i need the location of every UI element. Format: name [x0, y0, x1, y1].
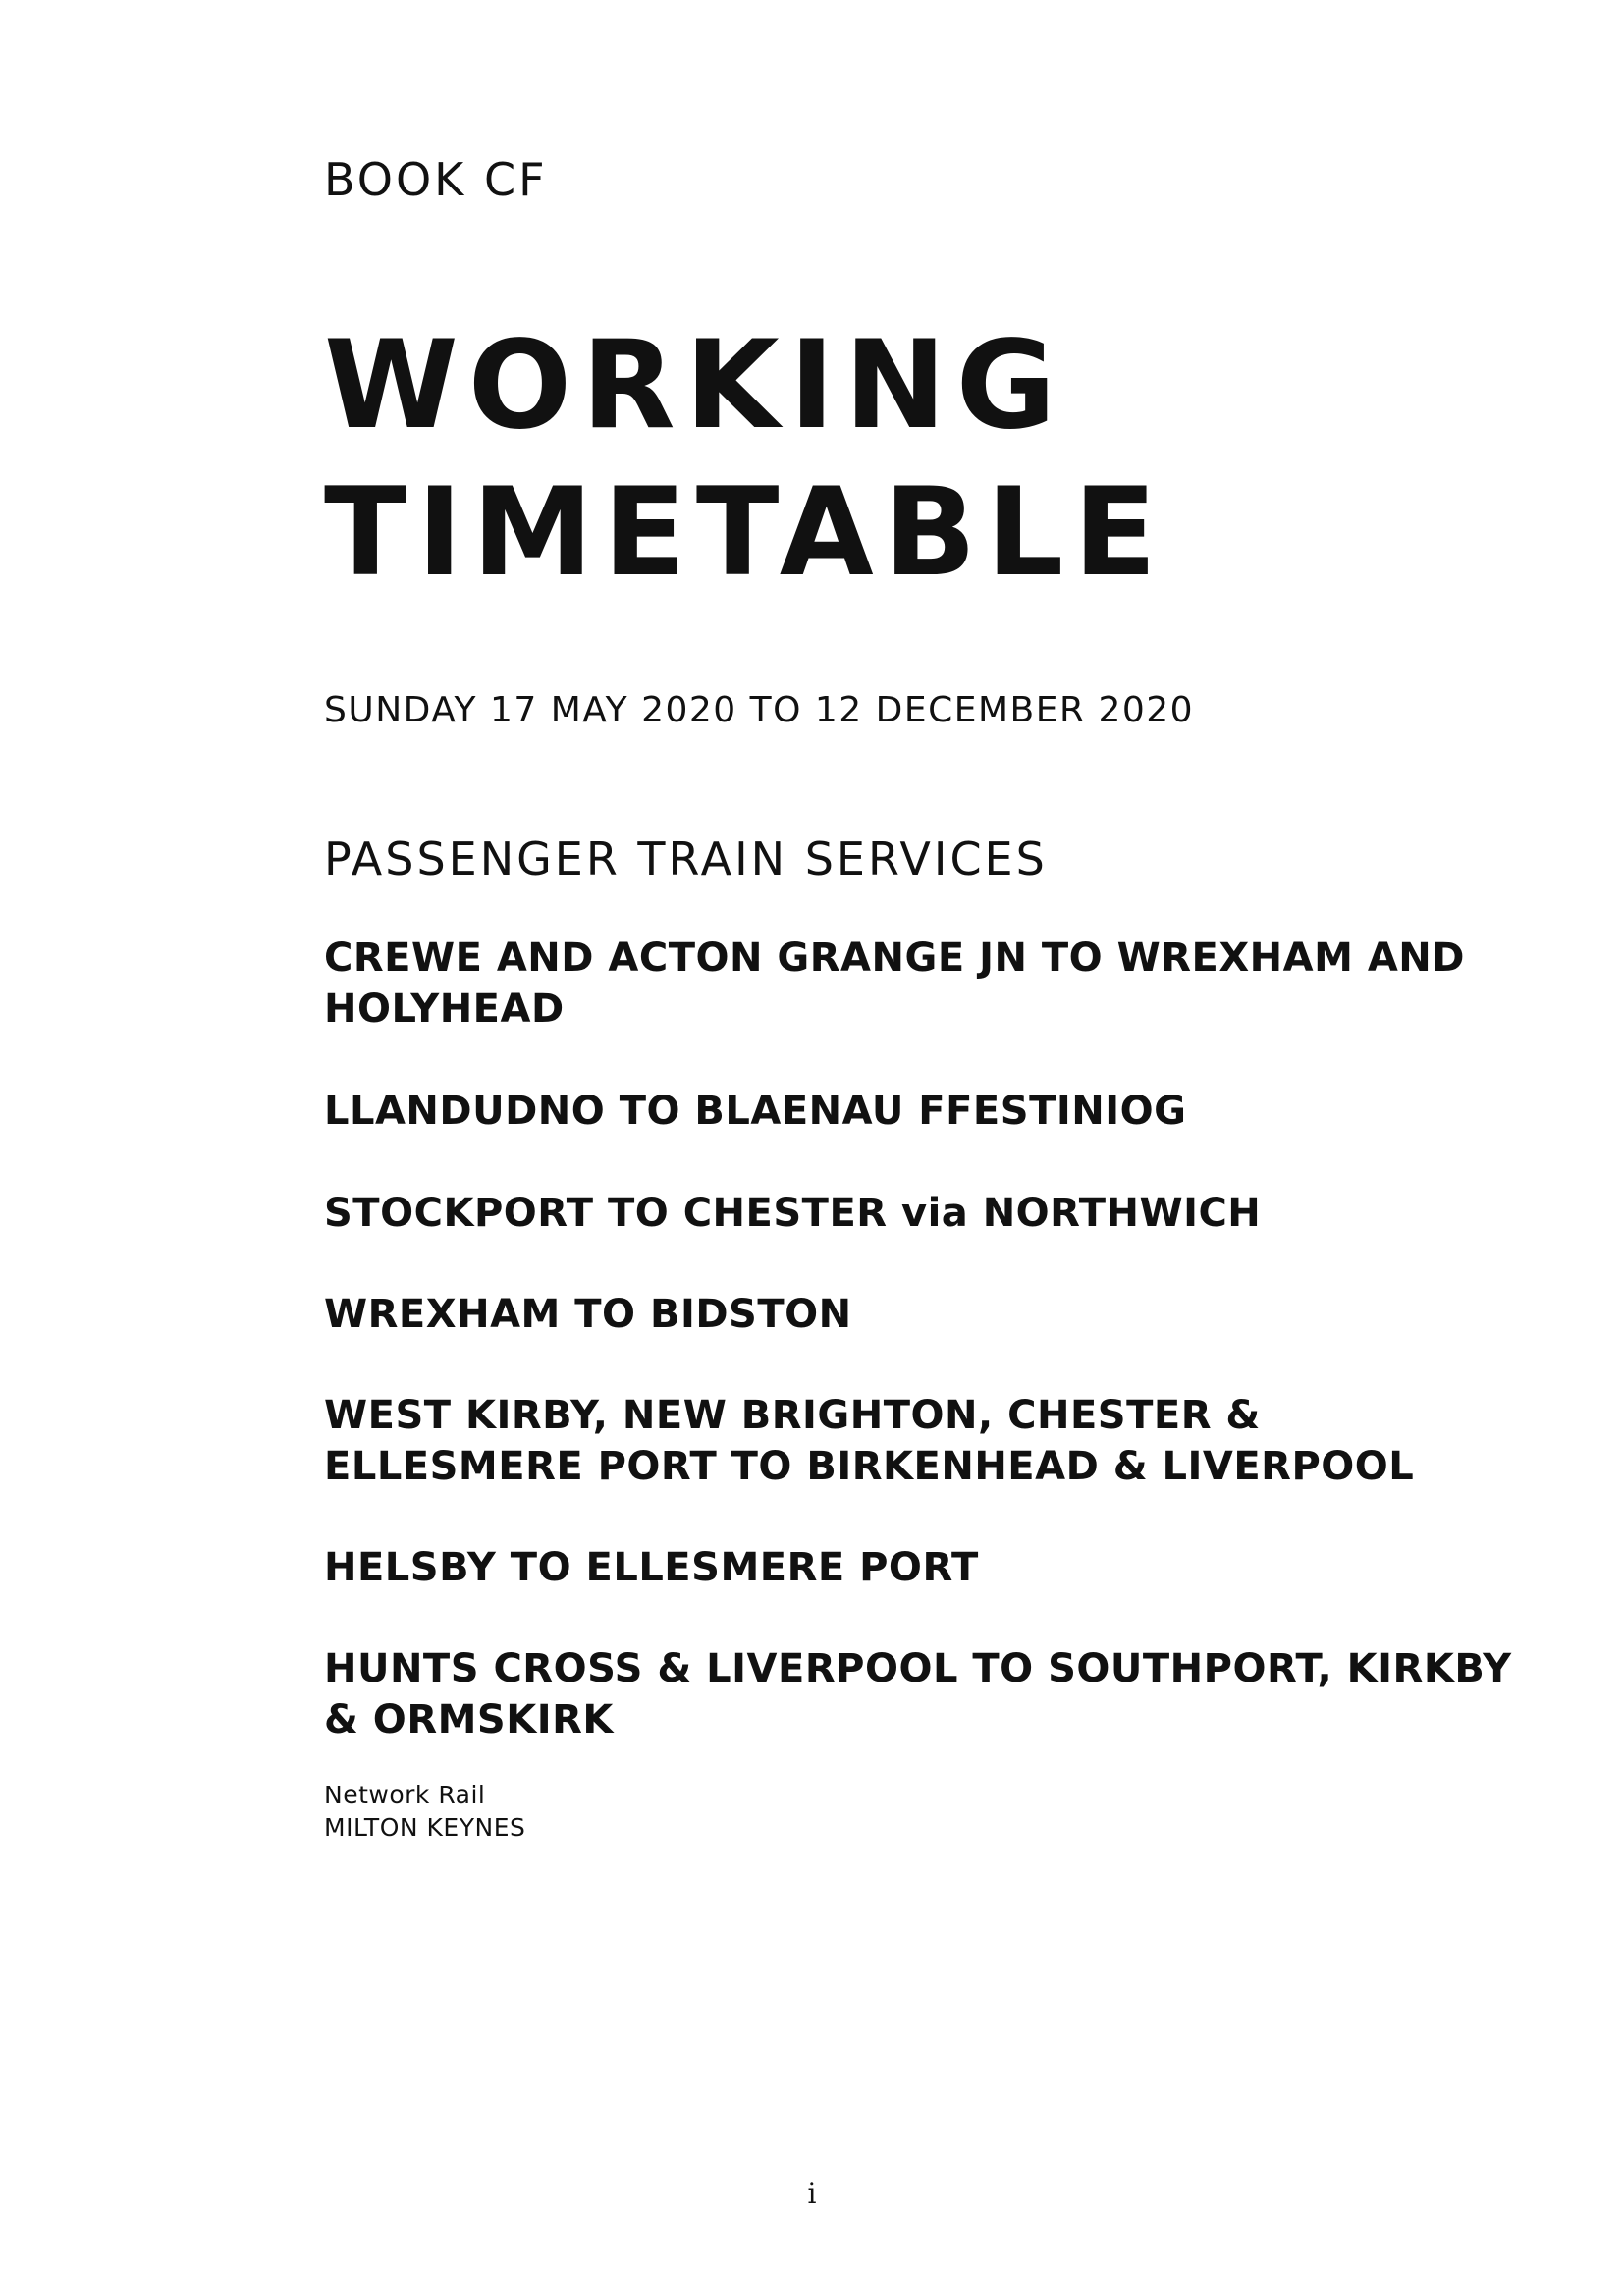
route-line: HOLYHEAD	[324, 987, 565, 1032]
route-heading	[324, 1289, 1542, 1340]
route-heading	[324, 1188, 1542, 1239]
publisher-name: Network Rail	[324, 1781, 486, 1809]
route-line: WREXHAM TO BIDSTON	[324, 1292, 852, 1337]
route-line: LLANDUDNO TO BLAENAU FFESTINIOG	[324, 1089, 1187, 1134]
section-heading: PASSENGER TRAIN SERVICES	[324, 832, 1048, 885]
route-line: HUNTS CROSS & LIVERPOOL TO SOUTHPORT, KIRKBY	[324, 1646, 1512, 1691]
route-line: ELLESMERE PORT TO BIRKENHEAD & LIVERPOOL	[324, 1444, 1415, 1489]
route-heading	[324, 933, 1542, 1035]
page-number: i	[807, 2177, 817, 2210]
publisher-block	[324, 1779, 525, 1843]
route-line: CREWE AND ACTON GRANGE JN TO WREXHAM AND	[324, 935, 1465, 981]
route-line: STOCKPORT TO CHESTER via NORTHWICH	[324, 1191, 1262, 1236]
route-heading	[324, 1643, 1542, 1745]
route-line: & ORMSKIRK	[324, 1697, 614, 1742]
route-heading	[324, 1542, 1542, 1593]
route-heading	[324, 1390, 1542, 1492]
route-line: HELSBY TO ELLESMERE PORT	[324, 1545, 979, 1590]
title-line-2: TIMETABLE	[324, 462, 1166, 604]
document-title	[324, 312, 1166, 607]
book-label: BOOK CF	[324, 153, 548, 206]
title-line-1: WORKING	[324, 315, 1066, 456]
route-heading	[324, 1086, 1542, 1137]
publisher-location: MILTON KEYNES	[324, 1813, 526, 1842]
route-line: WEST KIRBY, NEW BRIGHTON, CHESTER &	[324, 1393, 1261, 1438]
date-range: SUNDAY 17 MAY 2020 TO 12 DECEMBER 2020	[324, 690, 1195, 730]
